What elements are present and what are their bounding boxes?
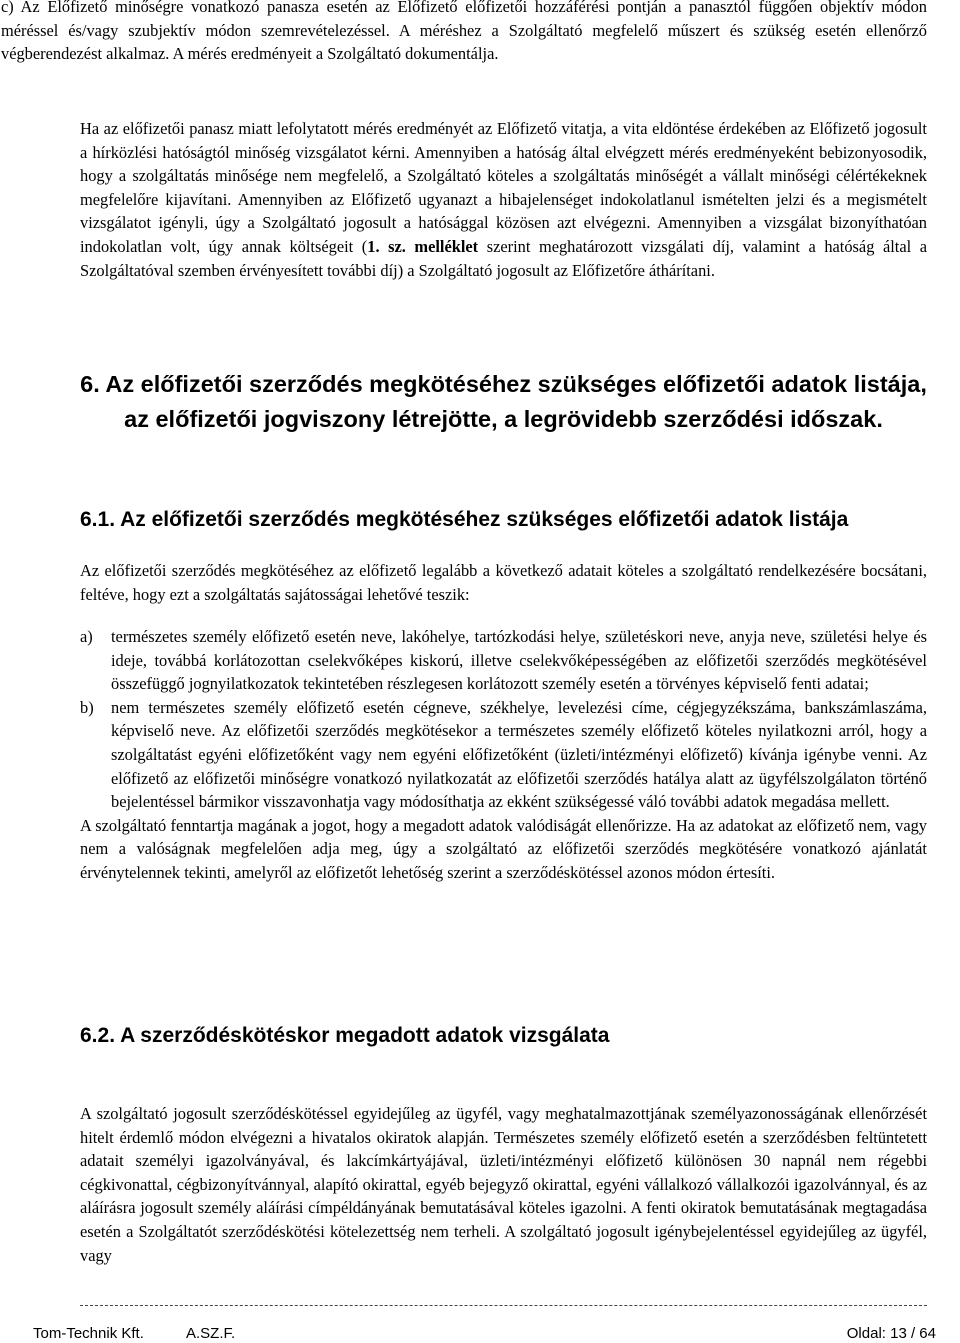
list-text-a: természetes személy előfizető esetén neve, lakóhelye, tartózkodási helye, születéskori neve, anyja neve, születési helye és ideje, továbbá korlátozottan cselekvőképes kiskorú, illetve cselekvőképességében az előfizetői szerződés megkötésével összefüggő jognyilatkozatok tekintetében részlegesen korlátozott személy esetén a törvényes képviselő fenti adatai;: [111, 627, 927, 694]
intro-line-1: c) Az Előfizető minőségre vonatkozó panasza esetén az Előfizető előfizetői hozzáférési pontján a panasztól függően objektív módon méréssel és/vagy szubjektív módon szemrevételezéssel.: [1, 0, 927, 40]
dispute-text: Ha az előfizetői panasz miatt lefolytatott mérés eredményét az Előfizető vitatja, a vita eldöntése érdekében az Előfizető jogosult a hírközlési hatóságtól minőség vizsgálatot kérni. Amennyiben a hatóság által elvégzett mérés eredményeként bebizonyosodik, hogy a szolgáltatás minősége nem megfelelő, a Szolgáltató köteles a szolgáltatás minőségét a vállalt minőségi célértékeknek megfelelőre kijavítani. Amennyiben az Előfizető ugyanazt a hibajelenséget indokolatlanul ismételten jelzi és a megismételt vizsgálatot igényli, úgy a Szolgáltató jogosult a hatósággal közösen azt elvégezni. Amennyiben a vizsgálat bizonyíthatóan indokolatlan volt, úgy annak költségeit (: [80, 119, 927, 256]
section-6-1-intro: Az előfizetői szerződés megkötéséhez az előfizető legalább a következő adatait köteles a szolgáltató rendelkezésére bocsátani, feltéve, hogy ezt a szolgáltatás sajátosságai lehetővé teszik:: [80, 561, 927, 604]
section-6-1-closing: A szolgáltató fenntartja magának a jogot, hogy a megadott adatok valódiságát ellenőrizze. Ha az adatokat az előfizető nem, vagy nem a valóságnak megfelelően adja meg, úgy a szolgáltató az előfizetői szerződés megkötésére vonatkozó ajánlatát érvénytelennek tekinti, amelyről az előfizetőt lehetőség szerint a szerződéskötéssel azonos módon értesíti.: [80, 815, 927, 882]
footer-divider: [80, 1305, 927, 1306]
section-6-1-title: 6.1. Az előfizetői szerződés megkötéséhez szükséges előfizetői adatok listája: [80, 508, 849, 531]
dispute-paragraph: [80, 117, 927, 282]
required-data-list: [80, 625, 927, 885]
section-6-2-paragraph: A szolgáltató jogosult szerződéskötéssel egyidejűleg az ügyfél, vagy meghatalmazottjának személyazonosságának ellenőrzését hitelt érdemlő módon elvégezni a hivatalos okiratok alapján. Természetes személy előfizető esetén a szerződésben feltüntetett adatait személyi igazolványával, és lakcímkártyájával, üzleti/intézményi előfizető különösen 30 napnál nem régebbi cégkivonattal, cégbizonyítvánnyal, alapító okirattal, egyéb bejegyző okirattal, egyéni vállalkozó vállalkozói igazolvánnyal, és az aláírásra jogosult személy aláírási címpéldányának bemutatásával köteles igazolni. A fenti okiratok bemutatásának megtagadása esetén a Szolgáltatót szerződéskötési kötelezettség nem terheli. A szolgáltató jogosult igénybejelentéssel egyidejűleg az ügyfél, vagy: [80, 1104, 927, 1265]
footer-company: Tom-Technik Kft.: [33, 1325, 144, 1342]
annex-reference: 1. sz. melléklet: [367, 236, 479, 256]
section-6-title: 6. Az előfizetői szerződés megkötéséhez szükséges előfizetői adatok listája, az előfizetői jogviszony létrejötte, a legrövidebb szerződési időszak.: [80, 371, 927, 432]
footer-page-number: Oldal: 13 / 64: [846, 1325, 936, 1342]
intro-paragraph: [1, 0, 927, 66]
footer-document-code: A.SZ.F.: [186, 1325, 236, 1342]
intro-line-2: A méréshez a Szolgáltató megfelelő műszert és szükség esetén ellenőrző végberendezést alkalmaz. A mérés eredményeit a Szolgáltató dokumentálja.: [1, 20, 927, 64]
list-text-b: nem természetes személy előfizető esetén cégneve, székhelye, levelezési címe, cégjegyzékszáma, bankszámlaszáma, képviselő neve. Az előfizetői szerződés megkötésekor a természetes személy előfizető köteles nyilatkozni arról, hogy a szolgáltatást egyéni előfizetőként vagy nem egyéni előfizetőként (üzleti/intézményi előfizető) kívánja igénybe venni. Az előfizető az előfizetői minőségre vonatkozó nyilatkozatát az előfizetői szerződés hatálya alatt az ügyfélszolgálaton történő bejelentéssel bármikor visszavonhatja vagy módosíthatja az ekként szükségessé váló további adatok megadása mellett.: [111, 697, 927, 812]
dispute-text-after: szerint meghatározott vizsgálati díj, valamint a hatóság által a Szolgáltatóval szemben érvényesített további díj) a Szolgáltató jogosult az Előfizetőre áthárítani.: [80, 236, 927, 280]
list-item-b: [80, 696, 927, 814]
list-marker-b: b): [80, 697, 94, 717]
section-6-2-title: 6.2. A szerződéskötéskor megadott adatok vizsgálata: [80, 1024, 610, 1047]
page-footer: [0, 1305, 960, 1341]
list-marker-a: a): [80, 627, 93, 646]
list-item-a: [80, 625, 927, 696]
